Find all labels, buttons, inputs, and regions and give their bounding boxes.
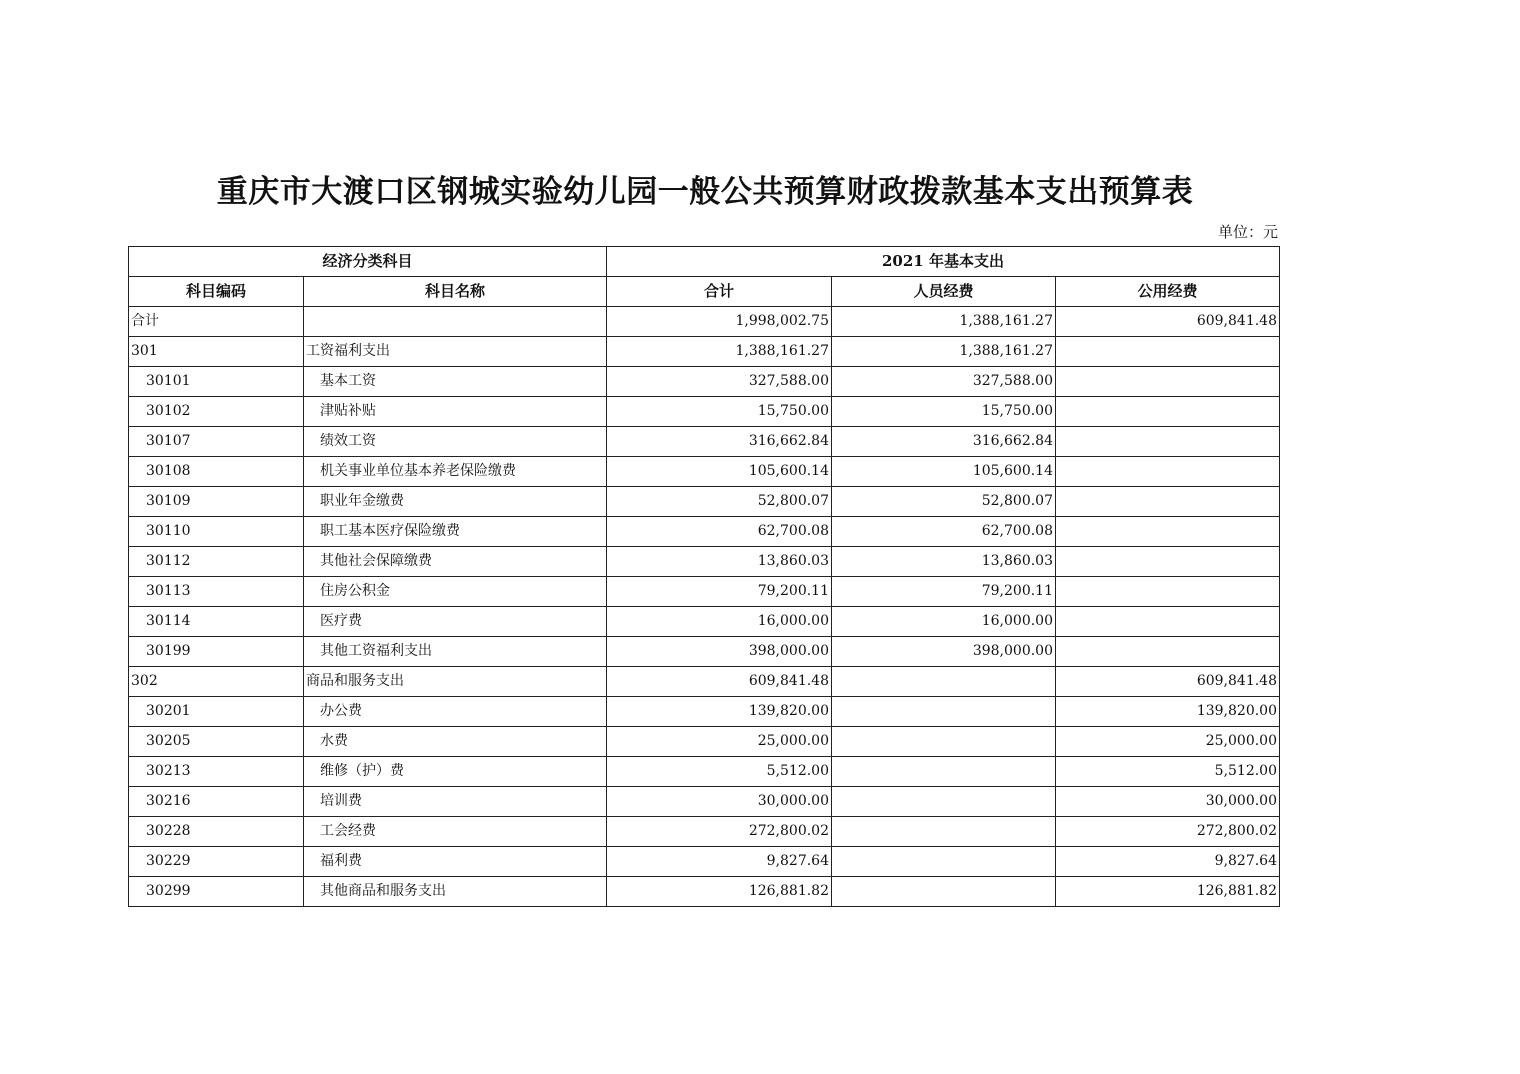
- table-row: [129, 847, 1280, 877]
- cell-public: 9,827.64: [1056, 847, 1280, 877]
- cell-name: 基本工资: [304, 367, 607, 397]
- table-row: [129, 457, 1280, 487]
- cell-code: 30228: [129, 817, 304, 847]
- cell-personnel: 398,000.00: [832, 637, 1056, 667]
- cell-total: 609,841.48: [607, 667, 832, 697]
- table-row: [129, 337, 1280, 367]
- table-row: [129, 757, 1280, 787]
- cell-name: 工资福利支出: [304, 337, 607, 367]
- cell-total: 398,000.00: [607, 637, 832, 667]
- cell-total: 1,998,002.75: [607, 307, 832, 337]
- cell-public: 126,881.82: [1056, 877, 1280, 907]
- page-title: 重庆市大渡口区钢城实验幼儿园一般公共预算财政拨款基本支出预算表: [216, 174, 1194, 210]
- cell-total: 79,200.11: [607, 577, 832, 607]
- cell-code: 30102: [129, 397, 304, 427]
- cell-public: [1056, 547, 1280, 577]
- table-row: [129, 817, 1280, 847]
- table-row: [129, 307, 1280, 337]
- cell-personnel: [832, 727, 1056, 757]
- cell-personnel: 13,860.03: [832, 547, 1056, 577]
- cell-name: 福利费: [304, 847, 607, 877]
- table-row: [129, 727, 1280, 757]
- cell-personnel: 1,388,161.27: [832, 337, 1056, 367]
- cell-personnel: 1,388,161.27: [832, 307, 1056, 337]
- cell-name: 绩效工资: [304, 427, 607, 457]
- cell-name: 住房公积金: [304, 577, 607, 607]
- table-row: [129, 667, 1280, 697]
- cell-code: 30201: [129, 697, 304, 727]
- cell-personnel: 327,588.00: [832, 367, 1056, 397]
- table-row: [129, 877, 1280, 907]
- cell-personnel: [832, 697, 1056, 727]
- table-row: [129, 787, 1280, 817]
- table-row: [129, 607, 1280, 637]
- cell-name: 职业年金缴费: [304, 487, 607, 517]
- table-row: [129, 517, 1280, 547]
- table-body: [129, 307, 1280, 907]
- cell-public: [1056, 427, 1280, 457]
- table-row: [129, 577, 1280, 607]
- cell-name: 工会经费: [304, 817, 607, 847]
- cell-public: [1056, 517, 1280, 547]
- cell-total: 139,820.00: [607, 697, 832, 727]
- unit-label: 单位：元: [1217, 223, 1278, 241]
- cell-name: 机关事业单位基本养老保险缴费: [304, 457, 607, 487]
- cell-code: 30108: [129, 457, 304, 487]
- cell-public: [1056, 397, 1280, 427]
- cell-name: 医疗费: [304, 607, 607, 637]
- cell-code: 30110: [129, 517, 304, 547]
- cell-total: 52,800.07: [607, 487, 832, 517]
- cell-personnel: 105,600.14: [832, 457, 1056, 487]
- col-header-public: 公用经费: [1056, 277, 1280, 307]
- cell-total: 1,388,161.27: [607, 337, 832, 367]
- cell-total: 105,600.14: [607, 457, 832, 487]
- table-row: [129, 697, 1280, 727]
- cell-personnel: 16,000.00: [832, 607, 1056, 637]
- group-header-row: [129, 247, 1280, 277]
- cell-name: 办公费: [304, 697, 607, 727]
- cell-total: 25,000.00: [607, 727, 832, 757]
- economic-classification-header: 经济分类科目: [129, 247, 607, 277]
- cell-code: 30213: [129, 757, 304, 787]
- cell-public: [1056, 637, 1280, 667]
- cell-public: 272,800.02: [1056, 817, 1280, 847]
- table-row: [129, 547, 1280, 577]
- cell-code: 30101: [129, 367, 304, 397]
- cell-personnel: [832, 757, 1056, 787]
- cell-code: 30299: [129, 877, 304, 907]
- cell-name: 津贴补贴: [304, 397, 607, 427]
- cell-code: 30112: [129, 547, 304, 577]
- cell-code: 30205: [129, 727, 304, 757]
- cell-personnel: [832, 787, 1056, 817]
- cell-name: 商品和服务支出: [304, 667, 607, 697]
- cell-code: 30107: [129, 427, 304, 457]
- cell-total: 62,700.08: [607, 517, 832, 547]
- cell-personnel: [832, 667, 1056, 697]
- cell-personnel: 79,200.11: [832, 577, 1056, 607]
- cell-total: 316,662.84: [607, 427, 832, 457]
- cell-public: 30,000.00: [1056, 787, 1280, 817]
- cell-code: 30114: [129, 607, 304, 637]
- cell-total: 5,512.00: [607, 757, 832, 787]
- cell-name: 水费: [304, 727, 607, 757]
- col-header-code: 科目编码: [129, 277, 304, 307]
- cell-total: 327,588.00: [607, 367, 832, 397]
- cell-total: 13,860.03: [607, 547, 832, 577]
- cell-personnel: [832, 817, 1056, 847]
- cell-code: 30199: [129, 637, 304, 667]
- cell-code: 30113: [129, 577, 304, 607]
- table-row: [129, 367, 1280, 397]
- cell-public: 609,841.48: [1056, 307, 1280, 337]
- cell-total: 9,827.64: [607, 847, 832, 877]
- cell-total: 15,750.00: [607, 397, 832, 427]
- cell-code: 302: [129, 667, 304, 697]
- cell-public: 139,820.00: [1056, 697, 1280, 727]
- cell-public: [1056, 577, 1280, 607]
- table-row: [129, 397, 1280, 427]
- col-header-personnel: 人员经费: [832, 277, 1056, 307]
- cell-personnel: 15,750.00: [832, 397, 1056, 427]
- cell-code: 30109: [129, 487, 304, 517]
- cell-code: 30216: [129, 787, 304, 817]
- basic-expenditure-header: 2021 年基本支出: [607, 247, 1280, 277]
- cell-public: [1056, 337, 1280, 367]
- cell-name: 培训费: [304, 787, 607, 817]
- cell-public: [1056, 457, 1280, 487]
- cell-name: 其他社会保障缴费: [304, 547, 607, 577]
- table-row: [129, 637, 1280, 667]
- cell-public: [1056, 607, 1280, 637]
- cell-public: 5,512.00: [1056, 757, 1280, 787]
- cell-personnel: 62,700.08: [832, 517, 1056, 547]
- cell-personnel: [832, 877, 1056, 907]
- cell-name: [304, 307, 607, 337]
- cell-code: 30229: [129, 847, 304, 877]
- cell-total: 126,881.82: [607, 877, 832, 907]
- cell-personnel: 316,662.84: [832, 427, 1056, 457]
- column-header-row: [129, 277, 1280, 307]
- cell-total: 16,000.00: [607, 607, 832, 637]
- cell-total: 272,800.02: [607, 817, 832, 847]
- cell-public: 25,000.00: [1056, 727, 1280, 757]
- cell-total: 30,000.00: [607, 787, 832, 817]
- cell-personnel: 52,800.07: [832, 487, 1056, 517]
- cell-name: 其他工资福利支出: [304, 637, 607, 667]
- col-header-total: 合计: [607, 277, 832, 307]
- cell-name: 维修（护）费: [304, 757, 607, 787]
- table-row: [129, 487, 1280, 517]
- cell-code: 301: [129, 337, 304, 367]
- col-header-name: 科目名称: [304, 277, 607, 307]
- cell-personnel: [832, 847, 1056, 877]
- cell-public: [1056, 367, 1280, 397]
- cell-name: 职工基本医疗保险缴费: [304, 517, 607, 547]
- cell-public: 609,841.48: [1056, 667, 1280, 697]
- cell-code: 合计: [129, 307, 304, 337]
- cell-name: 其他商品和服务支出: [304, 877, 607, 907]
- cell-public: [1056, 487, 1280, 517]
- table-row: [129, 427, 1280, 457]
- budget-table: [128, 246, 1280, 907]
